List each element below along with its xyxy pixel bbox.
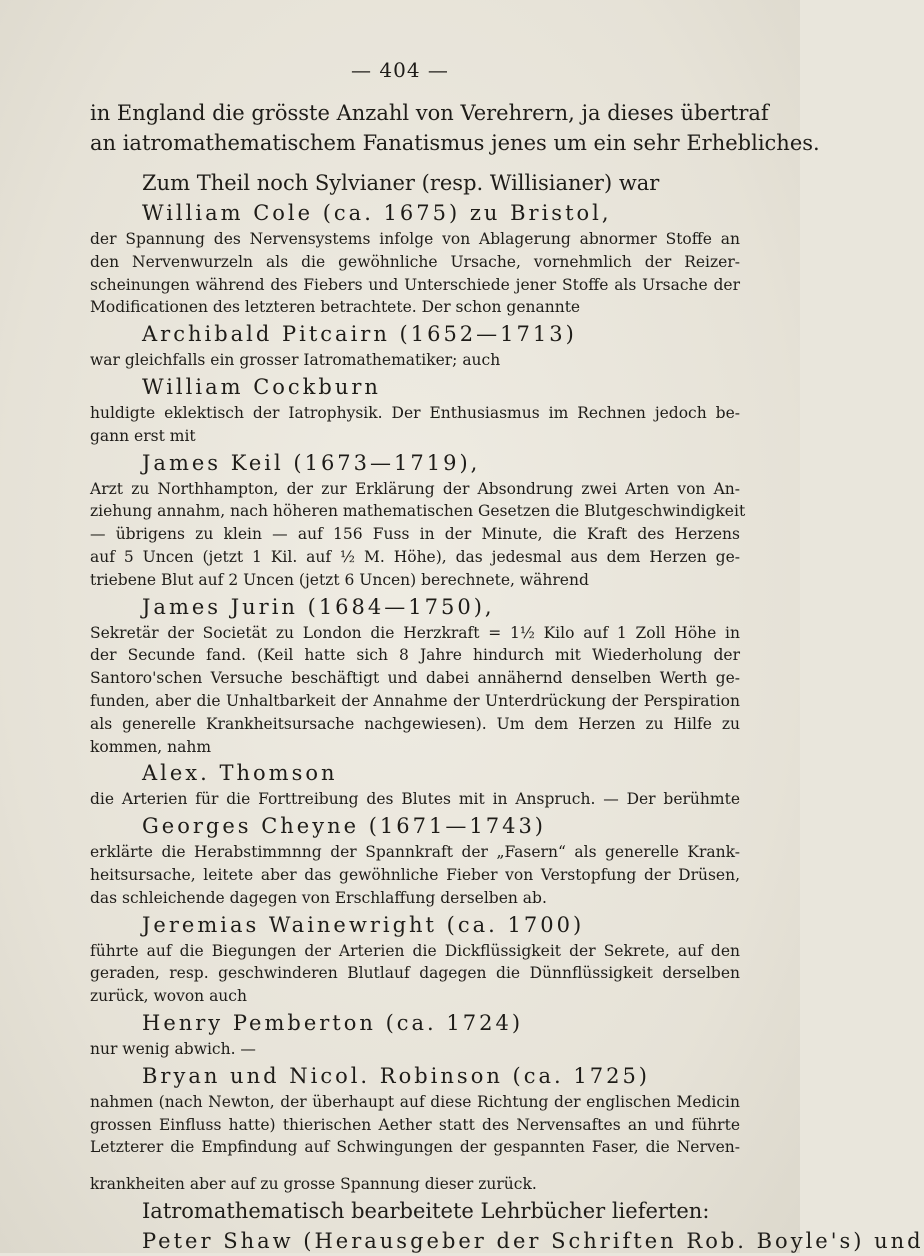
person-heading-line: Zum Theil noch Sylvianer (resp. Willisianer) war bbox=[142, 171, 660, 195]
person-heading-line: Alex. Thomson bbox=[142, 761, 338, 786]
person-heading-line: William Cole (ca. 1675) zu Bristol, bbox=[142, 201, 612, 225]
text-line: funden, aber die Unhaltbarkeit der Annahme der Unterdrückung der Perspiration bbox=[90, 691, 740, 710]
person-heading-line: James Keil (1673—1719), bbox=[142, 450, 481, 475]
text-line: scheinungen während des Fiebers und Unterschiede jener Stoffe als Ursache der bbox=[90, 275, 740, 294]
text-line: geraden, resp. geschwinderen Blutlauf dagegen die Dünnflüssigkeit derselben bbox=[90, 964, 740, 983]
text-line: nahmen (nach Newton, der überhaupt auf diese Richtung der englischen Medicin bbox=[90, 1092, 740, 1111]
paragraph-gap bbox=[90, 1159, 740, 1173]
text-line: an iatromathematischem Fanatismus jenes um ein sehr Erhebliches. bbox=[90, 131, 820, 155]
text-line: das schleichende dagegen von Erschlaffung derselben ab. bbox=[90, 888, 547, 907]
text-line: gann erst mit bbox=[90, 426, 196, 445]
person-heading-line: Henry Pemberton (ca. 1724) bbox=[142, 1010, 524, 1035]
person-heading-line: William Cockburn bbox=[142, 374, 381, 399]
text-line: huldigte eklektisch der Iatrophysik. Der Enthusiasmus im Rechnen jedoch be- bbox=[90, 403, 740, 422]
text-line: nur wenig abwich. — bbox=[90, 1039, 256, 1058]
person-heading-line: Bryan und Nicol. Robinson (ca. 1725) bbox=[142, 1063, 651, 1088]
text-line: die Arterien für die Forttreibung des Blutes mit in Anspruch. — Der berühmte bbox=[90, 790, 740, 809]
person-heading-line: Peter Shaw (Herausgeber der Schriften Rob. Boyle's) und bbox=[142, 1228, 924, 1253]
text-line: Letzterer die Empfindung auf Schwingungen der gespannten Faser, die Nerven- bbox=[90, 1138, 740, 1157]
text-line: Santoro'schen Versuche beschäftigt und dabei annähernd denselben Werth ge- bbox=[90, 669, 740, 688]
text-line: den Nervenwurzeln als die gewöhnliche Ursache, vornehmlich der Reizer- bbox=[90, 252, 740, 271]
person-heading-line: James Jurin (1684—1750), bbox=[142, 594, 495, 619]
paragraph-gap bbox=[90, 158, 740, 168]
text-line: grossen Einfluss hatte) thierischen Aether statt des Nervensaftes an und führte bbox=[90, 1115, 740, 1134]
person-heading-line: Archibald Pitcairn (1652—1713) bbox=[142, 322, 577, 347]
text-line: als generelle Krankheitsursache nachgewiesen). Um dem Herzen zu Hilfe zu bbox=[90, 714, 740, 733]
text-line: krankheiten aber auf zu grosse Spannung dieser zurück. bbox=[90, 1175, 537, 1194]
text-line: der Secunde fand. (Keil hatte sich 8 Jahre hindurch mit Wiederholung der bbox=[90, 646, 740, 665]
text-line: triebene Blut auf 2 Uncen (jetzt 6 Uncen) berechnete, während bbox=[90, 570, 589, 589]
text-line: Arzt zu Northhampton, der zur Erklärung der Absondrung zwei Arten von An- bbox=[90, 479, 740, 498]
text-line: Sekretär der Societät zu London die Herzkraft = 1½ Kilo auf 1 Zoll Höhe in bbox=[90, 623, 740, 642]
text-line: in England die grösste Anzahl von Verehrern, ja dieses übertraf bbox=[90, 101, 769, 125]
person-heading-line: Georges Cheyne (1671—1743) bbox=[142, 814, 546, 839]
person-heading-line: Jeremias Wainewright (ca. 1700) bbox=[142, 912, 585, 937]
text-line: erklärte die Herabstimmnng der Spannkraft der „Fasern“ als generelle Krank- bbox=[90, 843, 740, 862]
text-line: zurück, wovon auch bbox=[90, 987, 247, 1006]
text-line: — übrigens zu klein — auf 156 Fuss in der Minute, die Kraft des Herzens bbox=[90, 525, 740, 544]
text-line: der Spannung des Nervensystems infolge von Ablagerung abnormer Stoffe an bbox=[90, 230, 740, 248]
text-line: auf 5 Uncen (jetzt 1 Kil. auf ½ M. Höhe), das jedesmal aus dem Herzen ge- bbox=[90, 547, 740, 566]
person-heading-line: Iatromathematisch bearbeitete Lehrbücher lieferten: bbox=[142, 1198, 710, 1223]
text-line: führte auf die Biegungen der Arterien die Dickflüssigkeit der Sekrete, auf den bbox=[90, 941, 740, 960]
body-text bbox=[90, 98, 924, 1256]
text-line: kommen, nahm bbox=[90, 737, 212, 756]
text-line: war gleichfalls ein grosser Iatromathematiker; auch bbox=[90, 351, 501, 370]
text-line: ziehung annahm, nach höheren mathematischen Gesetzen die Blutgeschwindigkeit bbox=[90, 502, 746, 521]
text-line: Modificationen des letzteren betrachtete. Der schon genannte bbox=[90, 298, 581, 317]
page-number: — 404 — bbox=[351, 58, 449, 82]
text-line: heitsursache, leitete aber das gewöhnliche Fieber von Verstopfung der Drüsen, bbox=[90, 865, 740, 884]
